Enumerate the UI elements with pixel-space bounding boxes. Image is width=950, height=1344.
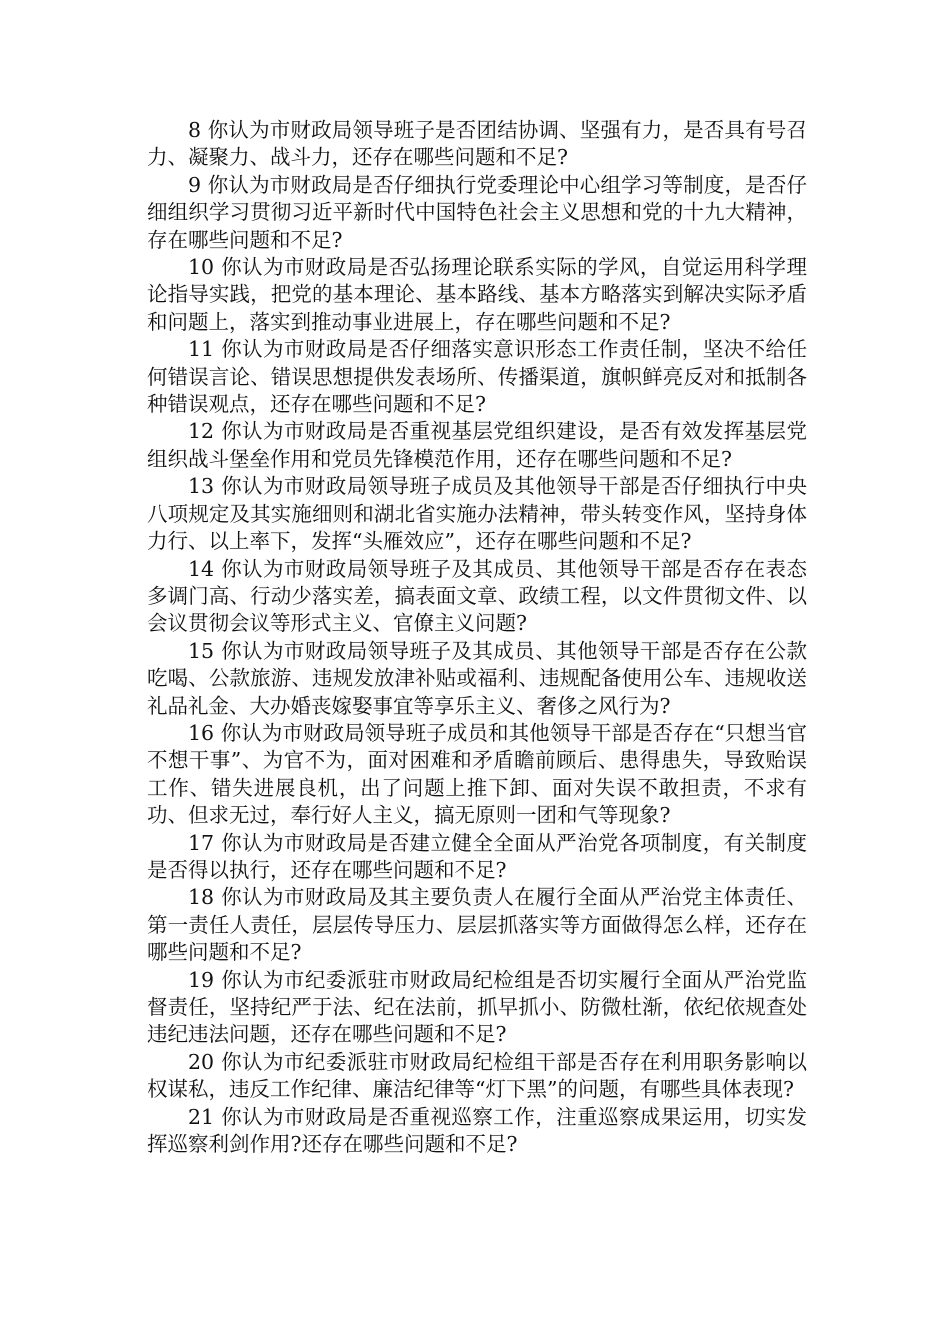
question-12 — [147, 418, 807, 473]
question-text: 你认为市纪委派驻市财政局纪检组是否切实履行全面从严治党监督责任，坚持纪严于法、纪在法前，抓早抓小、防微杜渐，依纪依规查处违纪违法问题，还存在哪些问题和不足? — [147, 967, 807, 1047]
question-number: 18 — [188, 885, 215, 910]
question-text: 你认为市财政局领导班子成员及其他领导干部是否仔细执行中央八项规定及其实施细则和湖北省实施办法精神，带头转变作风，坚持身体力行、以上率下，发挥“头雁效应”，还存在哪些问题和不足? — [147, 474, 807, 554]
question-text: 你认为市财政局是否建立健全全面从严治党各项制度，有关制度是否得以执行，还存在哪些问题和不足? — [147, 830, 807, 882]
question-9 — [147, 172, 807, 254]
question-text: 你认为市财政局是否重视巡察工作，注重巡察成果运用，切实发挥巡察利剑作用?还存在哪些问题和不足? — [147, 1104, 807, 1157]
question-17 — [147, 830, 807, 885]
question-14 — [147, 556, 807, 638]
question-text: 你认为市财政局领导班子是否团结协调、坚强有力，是否具有号召力、凝聚力、战斗力，还存在哪些问题和不足? — [147, 118, 807, 170]
question-18 — [147, 884, 807, 966]
question-8 — [147, 117, 807, 172]
question-text: 你认为市财政局是否重视基层党组织建设，是否有效发挥基层党组织战斗堡垒作用和党员先锋模范作用，还存在哪些问题和不足? — [147, 419, 807, 471]
question-text: 你认为市财政局是否弘扬理论联系实际的学风，自觉运用科学理论指导实践，把党的基本理论、基本路线、基本方略落实到解决实际矛盾和问题上，落实到推动事业进展上，存在哪些问题和不足? — [147, 255, 807, 334]
question-21 — [147, 1104, 807, 1159]
question-number: 15 — [188, 638, 215, 663]
question-number: 19 — [188, 967, 215, 992]
question-text: 你认为市财政局领导班子及其成员、其他领导干部是否存在表态多调门高、行动少落实差，搞表面文章、政绩工程，以文件贯彻文件、以会议贯彻会议等形式主义、官僚主义问题? — [147, 556, 807, 636]
question-number: 14 — [188, 556, 215, 581]
question-number: 10 — [188, 255, 215, 280]
question-number: 11 — [188, 337, 215, 362]
question-number: 13 — [188, 474, 215, 499]
question-text: 你认为市财政局是否仔细落实意识形态工作责任制，坚决不给任何错误言论、错误思想提供发表场所、传播渠道，旗帜鲜亮反对和抵制各种错误观点，还存在哪些问题和不足? — [147, 337, 807, 417]
question-10 — [147, 254, 807, 336]
question-text: 你认为市纪委派驻市财政局纪检组干部是否存在利用职务影响以权谋私，违反工作纪律、廉洁纪律等“灯下黑”的问题，有哪些具体表现? — [147, 1049, 807, 1102]
question-16 — [147, 720, 807, 830]
question-number: 9 — [188, 172, 202, 197]
question-19 — [147, 967, 807, 1049]
question-text: 你认为市财政局领导班子及其成员、其他领导干部是否存在公款吃喝、公款旅游、违规发放津补贴或福利、违规配备使用公车、违规收送礼品礼金、大办婚丧嫁娶事宜等享乐主义、奢侈之风行为? — [147, 638, 807, 718]
question-text: 你认为市财政局及其主要负责人在履行全面从严治党主体责任、第一责任人责任，层层传导压力、层层抓落实等方面做得怎么样，还存在哪些问题和不足? — [147, 885, 807, 965]
question-11 — [147, 336, 807, 418]
question-number: 21 — [188, 1104, 215, 1129]
question-number: 20 — [188, 1049, 215, 1074]
document-page — [147, 117, 807, 1158]
question-15 — [147, 638, 807, 720]
question-number: 8 — [188, 118, 202, 142]
question-number: 12 — [188, 419, 215, 444]
question-number: 17 — [188, 830, 215, 855]
question-20 — [147, 1049, 807, 1104]
question-text: 你认为市财政局是否仔细执行党委理论中心组学习等制度，是否仔细组织学习贯彻习近平新时代中国特色社会主义思想和党的十九大精神，存在哪些问题和不足? — [147, 172, 807, 252]
question-13 — [147, 473, 807, 555]
question-number: 16 — [188, 720, 215, 745]
question-text: 你认为市财政局领导班子成员和其他领导干部是否存在“只想当官不想干事”、为官不为，面对困难和矛盾瞻前顾后、患得患失，导致贻误工作、错失进展良机，出了问题上推下卸、面对失误不敢担责，不求有功、但求无过，奉行好人主义，搞无原则一团和气等现象? — [147, 720, 807, 828]
